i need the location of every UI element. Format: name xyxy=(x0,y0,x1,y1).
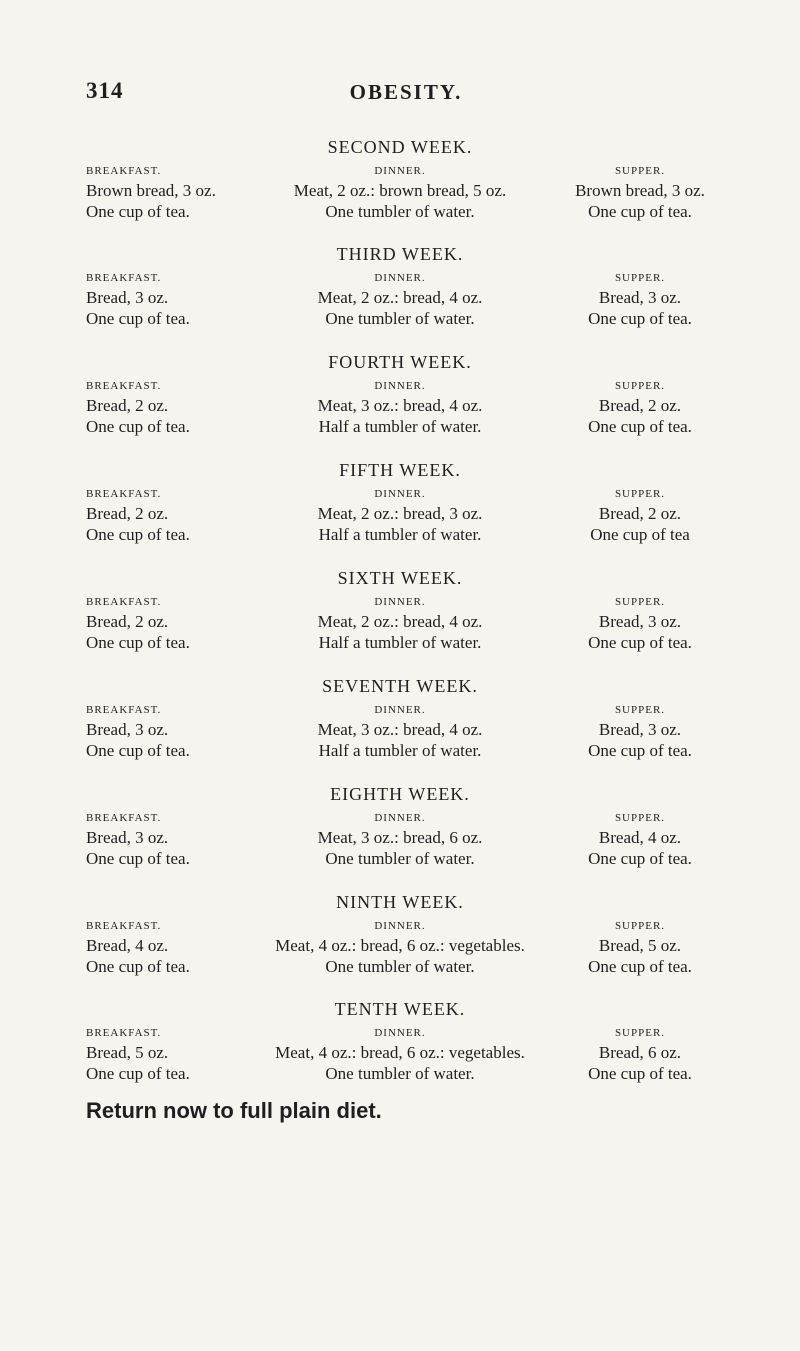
dinner-column xyxy=(210,1026,590,1084)
dinner-line: Meat, 3 oz.: bread, 4 oz. xyxy=(317,396,483,415)
supper-line: One cup of tea. xyxy=(588,417,692,436)
dinner-label: DINNER. xyxy=(374,812,426,824)
supper-column xyxy=(555,271,725,329)
dinner-column xyxy=(210,919,590,977)
supper-label: SUPPER. xyxy=(614,165,666,177)
supper-column xyxy=(555,919,725,977)
page-header xyxy=(86,78,726,118)
week-section xyxy=(0,676,800,778)
dinner-line: Meat, 2 oz.: bread, 4 oz. xyxy=(317,288,483,307)
supper-column xyxy=(555,1026,725,1084)
breakfast-line: Bread, 5 oz. xyxy=(86,1043,169,1062)
supper-column xyxy=(555,703,725,761)
supper-line: One cup of tea. xyxy=(588,1064,692,1083)
supper-line: One cup of tea. xyxy=(588,741,692,760)
dinner-line: Meat, 2 oz.: bread, 3 oz. xyxy=(317,504,483,523)
dinner-line: Half a tumbler of water. xyxy=(318,633,482,652)
supper-line: One cup of tea. xyxy=(588,202,692,221)
dinner-line: Half a tumbler of water. xyxy=(318,525,482,544)
dinner-label: DINNER. xyxy=(374,165,426,177)
breakfast-label: BREAKFAST. xyxy=(86,596,162,608)
supper-label: SUPPER. xyxy=(614,812,666,824)
week-title: SIXTH WEEK. xyxy=(337,568,463,588)
breakfast-line: Bread, 2 oz. xyxy=(86,612,169,631)
week-title: SECOND WEEK. xyxy=(327,137,473,157)
week-section xyxy=(0,352,800,454)
week-section xyxy=(0,999,800,1101)
week-title: NINTH WEEK. xyxy=(336,892,464,912)
supper-column xyxy=(555,164,725,222)
breakfast-label: BREAKFAST. xyxy=(86,380,162,392)
supper-line: Bread, 5 oz. xyxy=(598,936,682,955)
dinner-label: DINNER. xyxy=(374,704,426,716)
breakfast-line: One cup of tea. xyxy=(86,202,190,221)
dinner-line: Meat, 3 oz.: bread, 6 oz. xyxy=(317,828,483,847)
week-section xyxy=(0,137,800,239)
week-title: FIFTH WEEK. xyxy=(339,460,461,480)
breakfast-label: BREAKFAST. xyxy=(86,272,162,284)
supper-line: Brown bread, 3 oz. xyxy=(575,181,705,200)
dinner-line: Meat, 2 oz.: brown bread, 5 oz. xyxy=(293,181,507,200)
supper-line: One cup of tea xyxy=(590,525,690,544)
breakfast-label: BREAKFAST. xyxy=(86,488,162,500)
dinner-label: DINNER. xyxy=(374,1027,426,1039)
week-title: THIRD WEEK. xyxy=(336,244,464,264)
dinner-line: Meat, 4 oz.: bread, 6 oz.: vegetables. xyxy=(275,1043,525,1062)
week-title: TENTH WEEK. xyxy=(334,999,466,1019)
dinner-line: One tumbler of water. xyxy=(325,202,475,221)
dinner-column xyxy=(210,271,590,329)
supper-line: One cup of tea. xyxy=(588,633,692,652)
breakfast-label: BREAKFAST. xyxy=(86,812,162,824)
week-section xyxy=(0,892,800,994)
breakfast-label: BREAKFAST. xyxy=(86,1027,162,1039)
breakfast-line: One cup of tea. xyxy=(86,1064,190,1083)
dinner-line: Meat, 4 oz.: bread, 6 oz.: vegetables. xyxy=(275,936,525,955)
breakfast-label: BREAKFAST. xyxy=(86,165,162,177)
supper-line: One cup of tea. xyxy=(588,309,692,328)
dinner-label: DINNER. xyxy=(374,380,426,392)
week-title: EIGHTH WEEK. xyxy=(330,784,470,804)
supper-label: SUPPER. xyxy=(614,272,666,284)
supper-column xyxy=(555,595,725,653)
dinner-line: One tumbler of water. xyxy=(325,309,475,328)
breakfast-label: BREAKFAST. xyxy=(86,920,162,932)
breakfast-line: Bread, 2 oz. xyxy=(86,396,169,415)
supper-line: Bread, 3 oz. xyxy=(598,720,682,739)
supper-label: SUPPER. xyxy=(614,920,666,932)
dinner-column xyxy=(210,487,590,545)
breakfast-line: One cup of tea. xyxy=(86,309,190,328)
supper-label: SUPPER. xyxy=(614,488,666,500)
dinner-label: DINNER. xyxy=(374,596,426,608)
dinner-line: Half a tumbler of water. xyxy=(318,741,482,760)
week-section xyxy=(0,784,800,886)
supper-line: Bread, 3 oz. xyxy=(598,612,682,631)
breakfast-line: Bread, 3 oz. xyxy=(86,288,169,307)
dinner-column xyxy=(210,164,590,222)
breakfast-line: Brown bread, 3 oz. xyxy=(86,181,216,200)
breakfast-line: Bread, 2 oz. xyxy=(86,504,169,523)
breakfast-line: One cup of tea. xyxy=(86,417,190,436)
supper-label: SUPPER. xyxy=(614,380,666,392)
week-section xyxy=(0,460,800,562)
breakfast-line: One cup of tea. xyxy=(86,633,190,652)
supper-line: Bread, 2 oz. xyxy=(598,396,682,415)
supper-line: One cup of tea. xyxy=(588,849,692,868)
dinner-line: One tumbler of water. xyxy=(325,849,475,868)
closing-instruction: Return now to full plain diet. xyxy=(86,1098,382,1123)
supper-column xyxy=(555,379,725,437)
dinner-column xyxy=(210,379,590,437)
supper-label: SUPPER. xyxy=(614,596,666,608)
breakfast-line: Bread, 3 oz. xyxy=(86,828,169,847)
breakfast-line: One cup of tea. xyxy=(86,741,190,760)
supper-label: SUPPER. xyxy=(614,1027,666,1039)
dinner-column xyxy=(210,811,590,869)
supper-line: Bread, 2 oz. xyxy=(598,504,682,523)
dinner-column xyxy=(210,703,590,761)
dinner-line: Meat, 3 oz.: bread, 4 oz. xyxy=(317,720,483,739)
breakfast-line: One cup of tea. xyxy=(86,525,190,544)
supper-column xyxy=(555,487,725,545)
supper-line: Bread, 4 oz. xyxy=(598,828,682,847)
supper-line: Bread, 6 oz. xyxy=(598,1043,682,1062)
page-number: 314 xyxy=(86,78,124,103)
supper-line: One cup of tea. xyxy=(588,957,692,976)
dinner-line: One tumbler of water. xyxy=(325,957,475,976)
week-title: FOURTH WEEK. xyxy=(328,352,472,372)
running-title: OBESITY. xyxy=(349,80,463,104)
dinner-column xyxy=(210,595,590,653)
week-section xyxy=(0,568,800,670)
breakfast-line: Bread, 4 oz. xyxy=(86,936,169,955)
breakfast-line: Bread, 3 oz. xyxy=(86,720,169,739)
breakfast-label: BREAKFAST. xyxy=(86,704,162,716)
supper-label: SUPPER. xyxy=(614,704,666,716)
dinner-line: Half a tumbler of water. xyxy=(318,417,482,436)
dinner-line: Meat, 2 oz.: bread, 4 oz. xyxy=(317,612,483,631)
week-title: SEVENTH WEEK. xyxy=(322,676,478,696)
supper-line: Bread, 3 oz. xyxy=(598,288,682,307)
dinner-label: DINNER. xyxy=(374,272,426,284)
dinner-label: DINNER. xyxy=(374,920,426,932)
dinner-label: DINNER. xyxy=(374,488,426,500)
breakfast-line: One cup of tea. xyxy=(86,957,190,976)
week-section xyxy=(0,244,800,346)
dinner-line: One tumbler of water. xyxy=(325,1064,475,1083)
supper-column xyxy=(555,811,725,869)
breakfast-line: One cup of tea. xyxy=(86,849,190,868)
